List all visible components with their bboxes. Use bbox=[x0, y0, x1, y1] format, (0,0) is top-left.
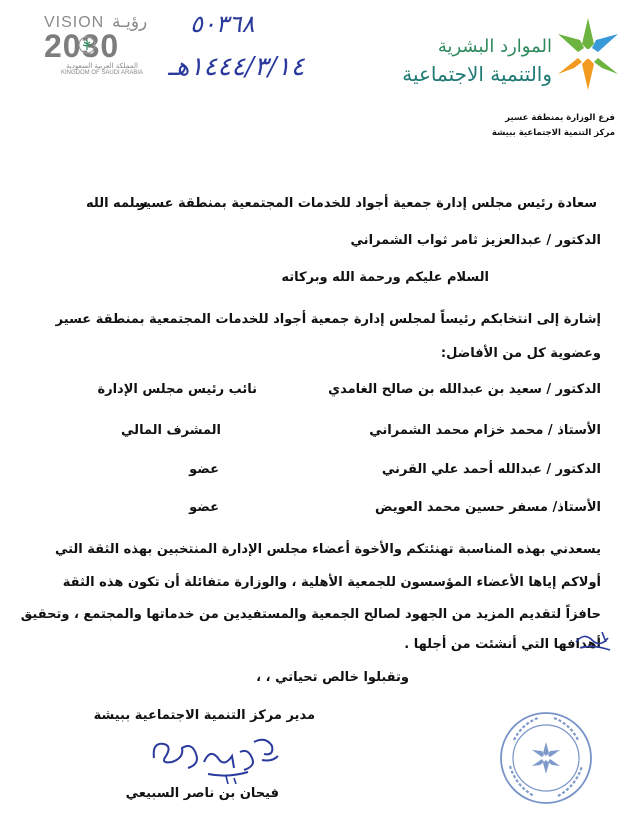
vision-year: 2030 bbox=[44, 28, 120, 64]
addressee: سعادة رئيس مجلس إدارة جمعية أجواد للخدمات المجتمعية بمنطقة عسير bbox=[137, 196, 597, 211]
ruya-word: رؤيـة bbox=[112, 12, 148, 32]
doctor-name: الدكتور / عبدالعزيز ثامر ثواب الشمراني bbox=[350, 233, 601, 248]
palm-emblem-icon bbox=[78, 36, 96, 54]
para-line2: أولاكم إياها الأعضاء المؤسسون للجمعية الأهلية ، والوزارة متفائلة أن تكون هذه الثقة bbox=[62, 575, 601, 590]
ministry-star-icon bbox=[554, 14, 622, 94]
para-line4: أهدافها التي أنشئت من أجلها . bbox=[404, 637, 601, 652]
branch-line2: مركز التنمية الاجتماعية ببيشة bbox=[491, 128, 615, 138]
signer-title: مدير مركز التنمية الاجتماعية ببيشة bbox=[93, 708, 315, 723]
intro-line2: وعضوية كل من الأفاضل: bbox=[440, 346, 601, 361]
member-1-role: نائب رئيس مجلس الإدارة bbox=[97, 382, 257, 397]
official-stamp bbox=[498, 710, 594, 806]
member-3-role: عضو bbox=[189, 462, 219, 477]
member-2-name: الأستاذ / محمد خزام محمد الشمراني bbox=[369, 423, 601, 438]
salutation: السلام عليكم ورحمة الله وبركاته bbox=[281, 270, 489, 285]
ministry-logo bbox=[402, 14, 624, 96]
initials-scribble bbox=[572, 628, 616, 658]
ministry-name-line1: الموارد البشرية bbox=[437, 36, 552, 57]
vision-word: VISION bbox=[44, 14, 105, 31]
vision-2030-logo bbox=[44, 12, 162, 76]
handwritten-number: ٥٠٣٦٨ bbox=[190, 10, 255, 38]
kingdom-ar: المملكة العربية السعودية bbox=[66, 62, 138, 70]
closing: وتقبلوا خالص تحياتي ، ، bbox=[256, 670, 409, 685]
intro-line1: إشارة إلى انتخابكم رئيساً لمجلس إدارة جمعية أجواد للخدمات المجتمعية بمنطقة عسير bbox=[55, 312, 601, 327]
kingdom-en: KINGDOM OF SAUDI ARABIA bbox=[60, 70, 143, 76]
para-line3: حافزاً لتقديم المزيد من الجهود لصالح الجمعية والمستفيدين من خدماتها والمجتمع ، وتحقيق bbox=[20, 607, 601, 622]
para-line1: يسعدني بهذه المناسبة تهنئتكم والأخوة أعضاء مجلس الإدارة المنتخبين بهذه الثقة التي bbox=[54, 542, 601, 557]
member-4-name: الأستاذ/ مسفر حسين محمد العويض bbox=[374, 500, 601, 515]
branch-line1: فرع الوزارة بمنطقة عسير bbox=[505, 113, 615, 123]
signer-name: فيحان بن ناصر السبيعي bbox=[125, 786, 279, 801]
member-4-role: عضو bbox=[189, 500, 219, 515]
member-3-name: الدكتور / عبدالله أحمد علي القرني bbox=[381, 462, 601, 477]
signature bbox=[148, 728, 298, 786]
ministry-name-line2: والتنمية الاجتماعية bbox=[402, 62, 552, 86]
member-1-name: الدكتور / سعيد بن عبدالله بن صالح الغامدي bbox=[328, 382, 601, 397]
member-2-role: المشرف المالي bbox=[121, 423, 221, 438]
handwritten-date: ١٤٤٤/٣/١٤هـ bbox=[168, 52, 305, 82]
addressee-greeting: سلمه الله bbox=[86, 196, 148, 211]
